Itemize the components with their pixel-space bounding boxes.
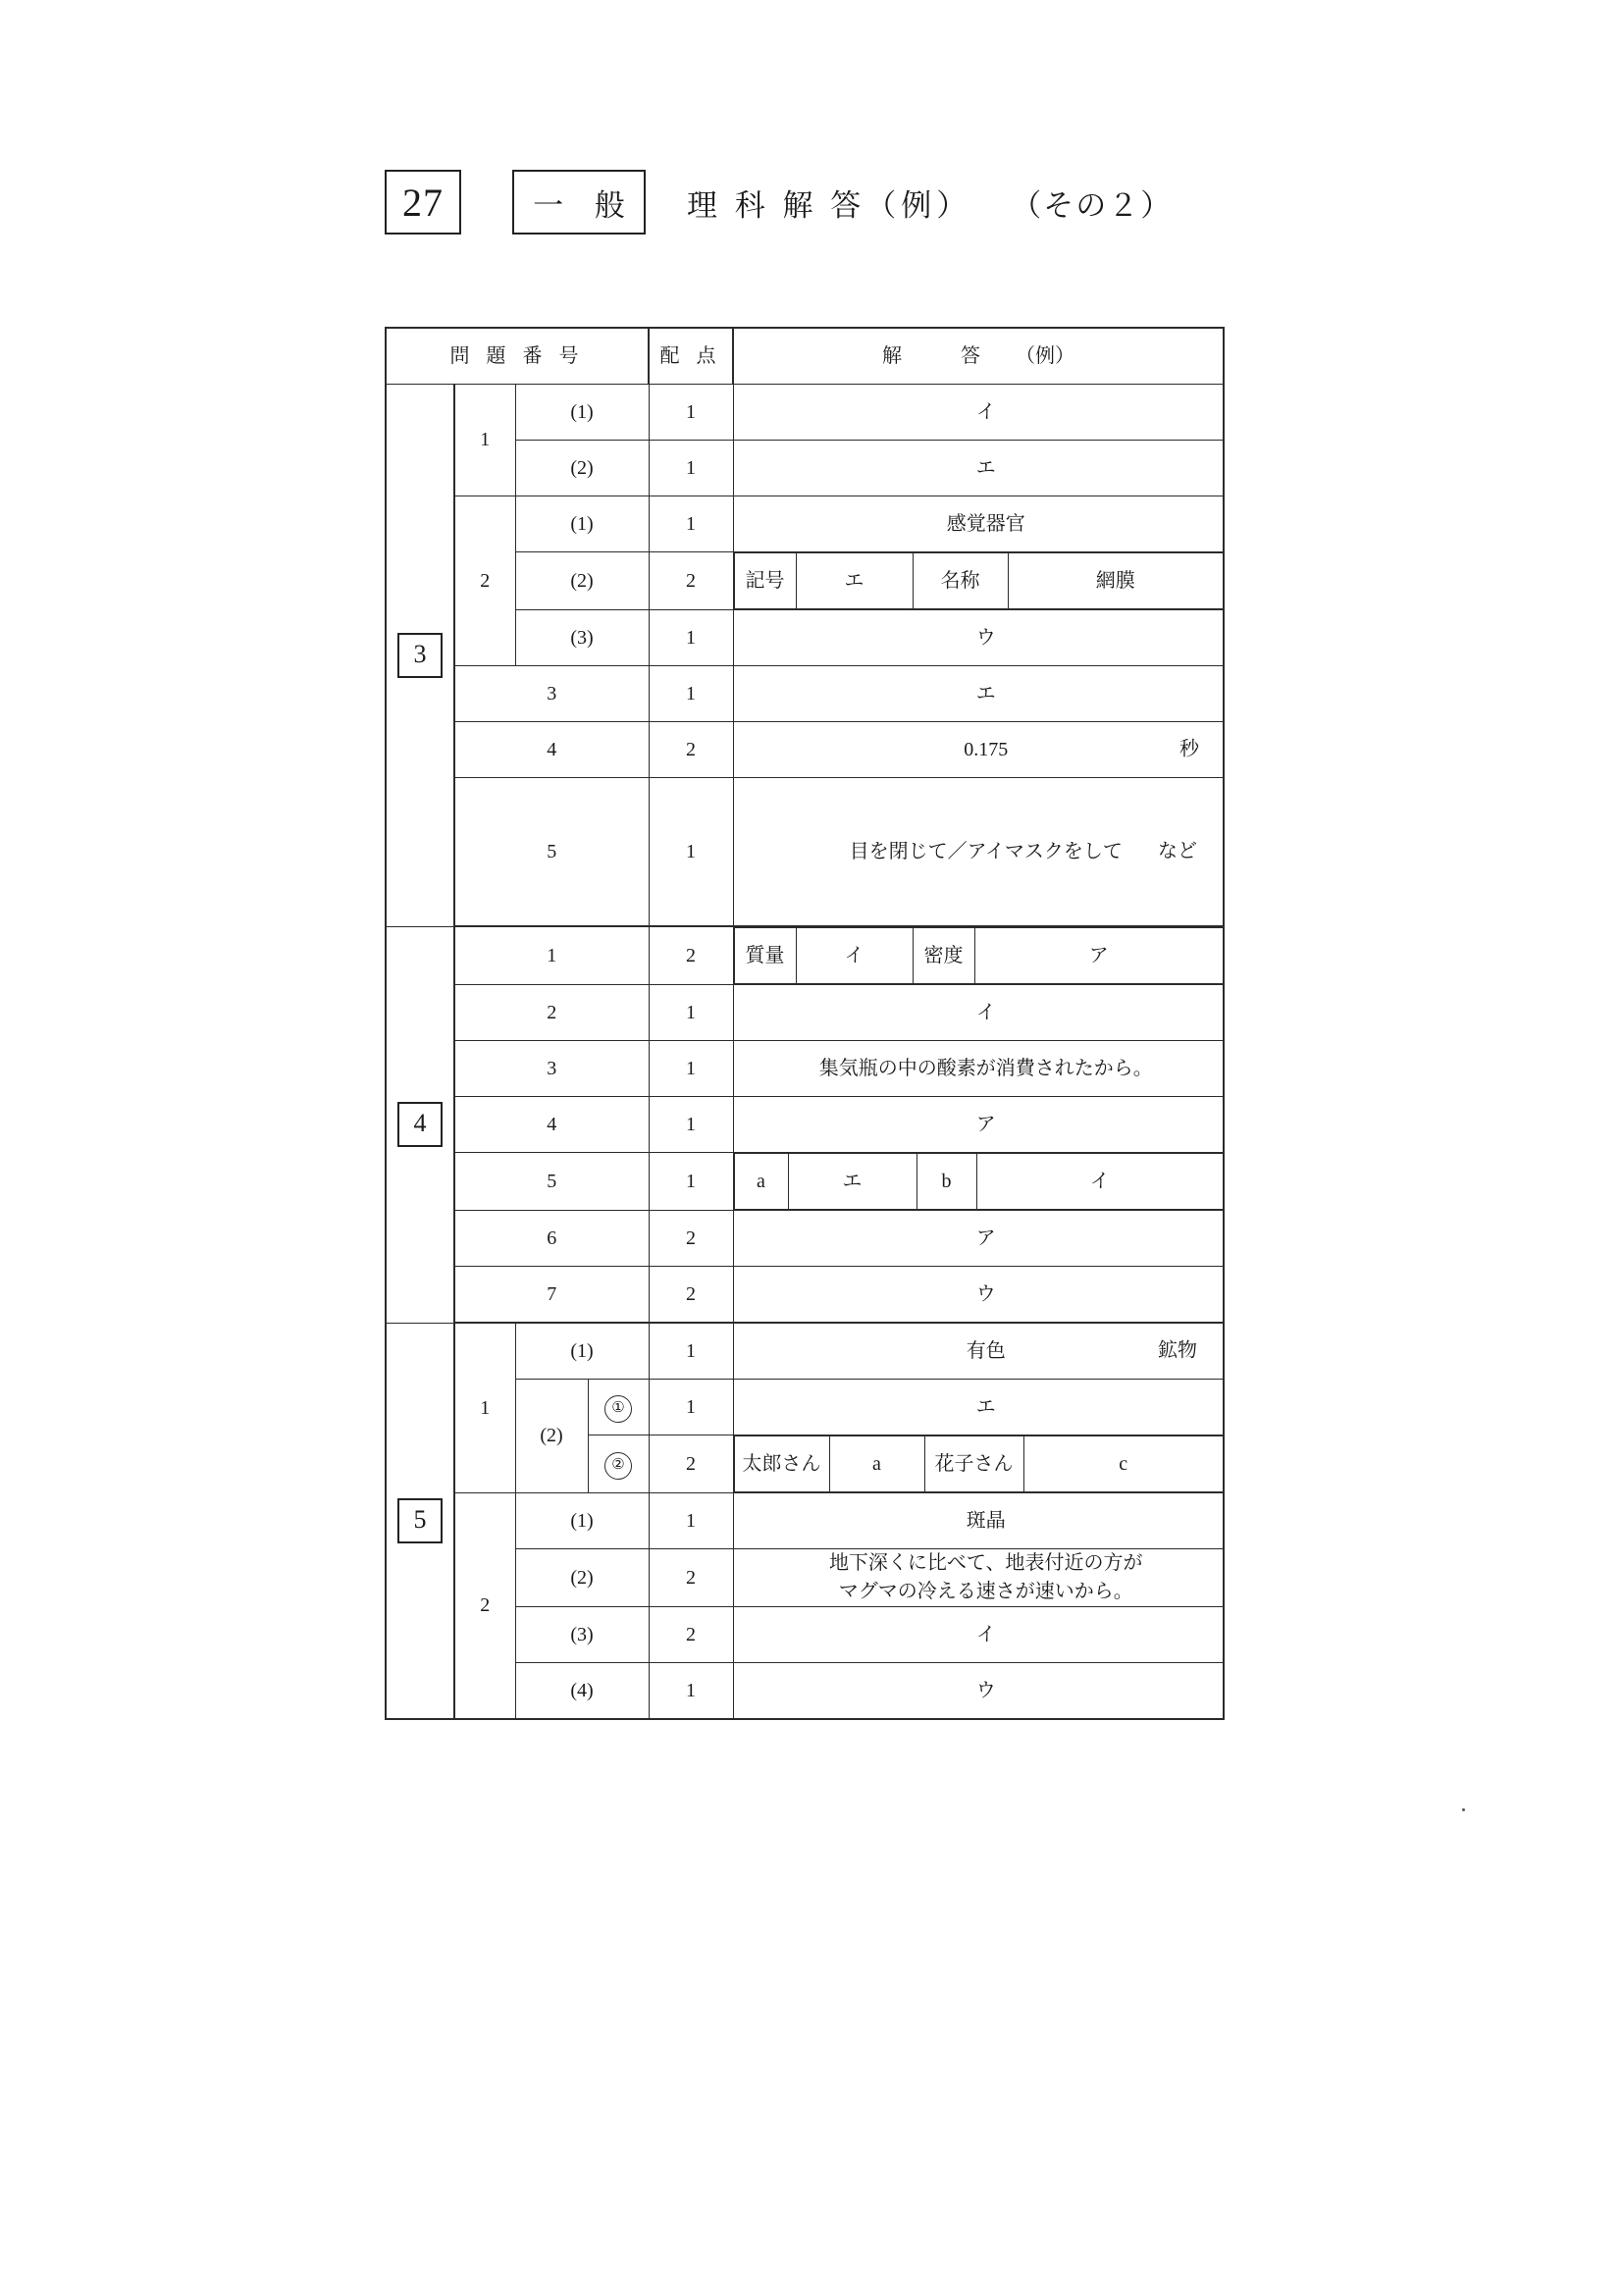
answer-table-wrapper — [385, 327, 1225, 1720]
points-cell: 1 — [649, 778, 733, 927]
table-row — [386, 385, 1224, 441]
points-cell: 1 — [649, 1153, 733, 1211]
answer-value: 0.175 — [964, 738, 1009, 760]
answer-cell: イ — [733, 1607, 1224, 1663]
pair-label-1: 太郎さん — [734, 1436, 829, 1492]
answer-line-1: 地下深くに比べて、地表付近の方が — [828, 1552, 1143, 1574]
pair-value-1: イ — [796, 928, 913, 984]
points-cell: 1 — [649, 610, 733, 666]
pair-label-2: 花子さん — [924, 1436, 1023, 1492]
answer-trailer: など — [1158, 840, 1197, 862]
table-row — [386, 722, 1224, 778]
answer-cell-with-unit — [733, 722, 1224, 778]
points-cell: 1 — [649, 1097, 733, 1153]
pair-value-2: ア — [974, 928, 1223, 984]
table-row — [386, 1097, 1224, 1153]
sub-label: (1) — [515, 385, 649, 441]
circled-number-1: ① — [604, 1395, 632, 1423]
answer-cell — [733, 1323, 1224, 1380]
section-number-3 — [386, 385, 454, 927]
sub-label: (2) — [515, 1549, 649, 1607]
points-cell: 1 — [649, 496, 733, 552]
group-label: 5 — [454, 778, 649, 927]
page-title: 理 科 解 答（例） — [687, 187, 972, 223]
answer-value: 有色 — [966, 1339, 1006, 1362]
sub-label-2 — [588, 1380, 649, 1435]
pair-value-1: a — [829, 1436, 924, 1492]
answer-cell: 集気瓶の中の酸素が消費されたから。 — [733, 1041, 1224, 1097]
points-cell: 1 — [649, 1663, 733, 1720]
sub-label: (3) — [515, 610, 649, 666]
section-number-5 — [386, 1323, 454, 1719]
sub-label: (1) — [515, 1493, 649, 1549]
group-label: 4 — [454, 722, 649, 778]
answer-cell: イ — [733, 385, 1224, 441]
paired-answer-table — [734, 552, 1224, 609]
sub-label: (2) — [515, 552, 649, 610]
answer-table — [385, 327, 1225, 1720]
header-answer-note: （例） — [1016, 344, 1074, 367]
table-row — [386, 778, 1224, 927]
page-mark-dot — [1462, 1808, 1465, 1811]
pair-label-1: 質量 — [734, 928, 796, 984]
answer-cell: ア — [733, 1097, 1224, 1153]
header-answer — [733, 328, 1224, 385]
table-row — [386, 1267, 1224, 1324]
answer-cell — [733, 778, 1224, 927]
group-label: 1 — [454, 385, 515, 496]
pair-label-1: 記号 — [734, 553, 796, 609]
points-cell: 2 — [649, 926, 733, 985]
points-cell: 2 — [649, 722, 733, 778]
points-cell: 1 — [649, 1493, 733, 1549]
table-row — [386, 1153, 1224, 1211]
points-cell: 2 — [649, 552, 733, 610]
answer-value: 目を閉じて／アイマスクをして — [849, 840, 1123, 862]
pair-value-2: イ — [976, 1154, 1223, 1210]
points-cell: 1 — [649, 441, 733, 496]
table-row — [386, 1323, 1224, 1380]
circled-number-2: ② — [604, 1452, 632, 1480]
points-cell: 2 — [649, 1435, 733, 1493]
points-cell: 2 — [649, 1607, 733, 1663]
points-cell: 2 — [649, 1549, 733, 1607]
table-row — [386, 1211, 1224, 1267]
group-label: 2 — [454, 496, 515, 666]
paired-answer-table — [734, 1153, 1224, 1210]
answer-cell-paired — [733, 1153, 1224, 1211]
answer-cell-paired — [733, 1435, 1224, 1493]
answer-cell-paired — [733, 552, 1224, 610]
group-label: 1 — [454, 1323, 515, 1493]
sub-label: (2) — [515, 1380, 588, 1493]
pair-value-1: エ — [796, 553, 913, 609]
answer-cell: エ — [733, 1380, 1224, 1435]
answer-cell: ア — [733, 1211, 1224, 1267]
answer-cell-multiline — [733, 1549, 1224, 1607]
answer-cell: エ — [733, 666, 1224, 722]
section-box-3: 3 — [397, 633, 443, 678]
pair-value-2: 網膜 — [1008, 553, 1223, 609]
group-label: 7 — [454, 1267, 649, 1324]
paired-answer-table — [734, 1435, 1224, 1492]
section-box-4: 4 — [397, 1102, 443, 1147]
answer-cell: イ — [733, 985, 1224, 1041]
answer-cell: ウ — [733, 610, 1224, 666]
group-label: 2 — [454, 1493, 515, 1720]
points-cell: 1 — [649, 1041, 733, 1097]
table-row — [386, 1041, 1224, 1097]
group-label: 4 — [454, 1097, 649, 1153]
table-row — [386, 666, 1224, 722]
sub-label: (3) — [515, 1607, 649, 1663]
table-row — [386, 985, 1224, 1041]
table-row — [386, 496, 1224, 552]
header-answer-label: 解 答 — [882, 344, 980, 367]
points-cell: 1 — [649, 1323, 733, 1380]
points-cell: 1 — [649, 385, 733, 441]
answer-cell: ウ — [733, 1267, 1224, 1324]
pair-label-2: b — [916, 1154, 976, 1210]
section-box-5: 5 — [397, 1498, 443, 1543]
group-label: 1 — [454, 926, 649, 985]
group-label: 3 — [454, 666, 649, 722]
group-label: 6 — [454, 1211, 649, 1267]
pair-value-1: エ — [788, 1154, 916, 1210]
points-cell: 1 — [649, 985, 733, 1041]
table-header-row — [386, 328, 1224, 385]
header-points: 配 点 — [649, 328, 733, 385]
answer-cell: 感覚器官 — [733, 496, 1224, 552]
sub-label-2 — [588, 1435, 649, 1493]
answer-cell: ウ — [733, 1663, 1224, 1720]
exam-category-box: 一 般 — [512, 170, 646, 235]
points-cell: 1 — [649, 1380, 733, 1435]
sub-label: (1) — [515, 1323, 649, 1380]
exam-number-box: 27 — [385, 170, 461, 235]
header-question-no: 問 題 番 号 — [386, 328, 649, 385]
answer-line-2: マグマの冷える速さが速いから。 — [838, 1581, 1133, 1602]
sub-label: (1) — [515, 496, 649, 552]
group-label: 2 — [454, 985, 649, 1041]
answer-cell: 斑晶 — [733, 1493, 1224, 1549]
table-row — [386, 1493, 1224, 1549]
page-part: （その２） — [1011, 187, 1174, 223]
points-cell: 1 — [649, 666, 733, 722]
section-number-4 — [386, 926, 454, 1323]
points-cell: 2 — [649, 1267, 733, 1324]
table-row — [386, 926, 1224, 985]
answer-cell: エ — [733, 441, 1224, 496]
pair-label-2: 密度 — [913, 928, 974, 984]
answer-trailer: 鉱物 — [1158, 1339, 1197, 1362]
points-cell: 2 — [649, 1211, 733, 1267]
answer-cell-paired — [733, 926, 1224, 985]
pair-label-2: 名称 — [913, 553, 1008, 609]
group-label: 5 — [454, 1153, 649, 1211]
group-label: 3 — [454, 1041, 649, 1097]
sub-label: (2) — [515, 441, 649, 496]
page-header — [385, 167, 1173, 237]
answer-unit: 秒 — [1179, 738, 1199, 760]
sub-label: (4) — [515, 1663, 649, 1720]
paired-answer-table — [734, 927, 1224, 984]
pair-value-2: c — [1023, 1436, 1223, 1492]
pair-label-1: a — [734, 1154, 788, 1210]
